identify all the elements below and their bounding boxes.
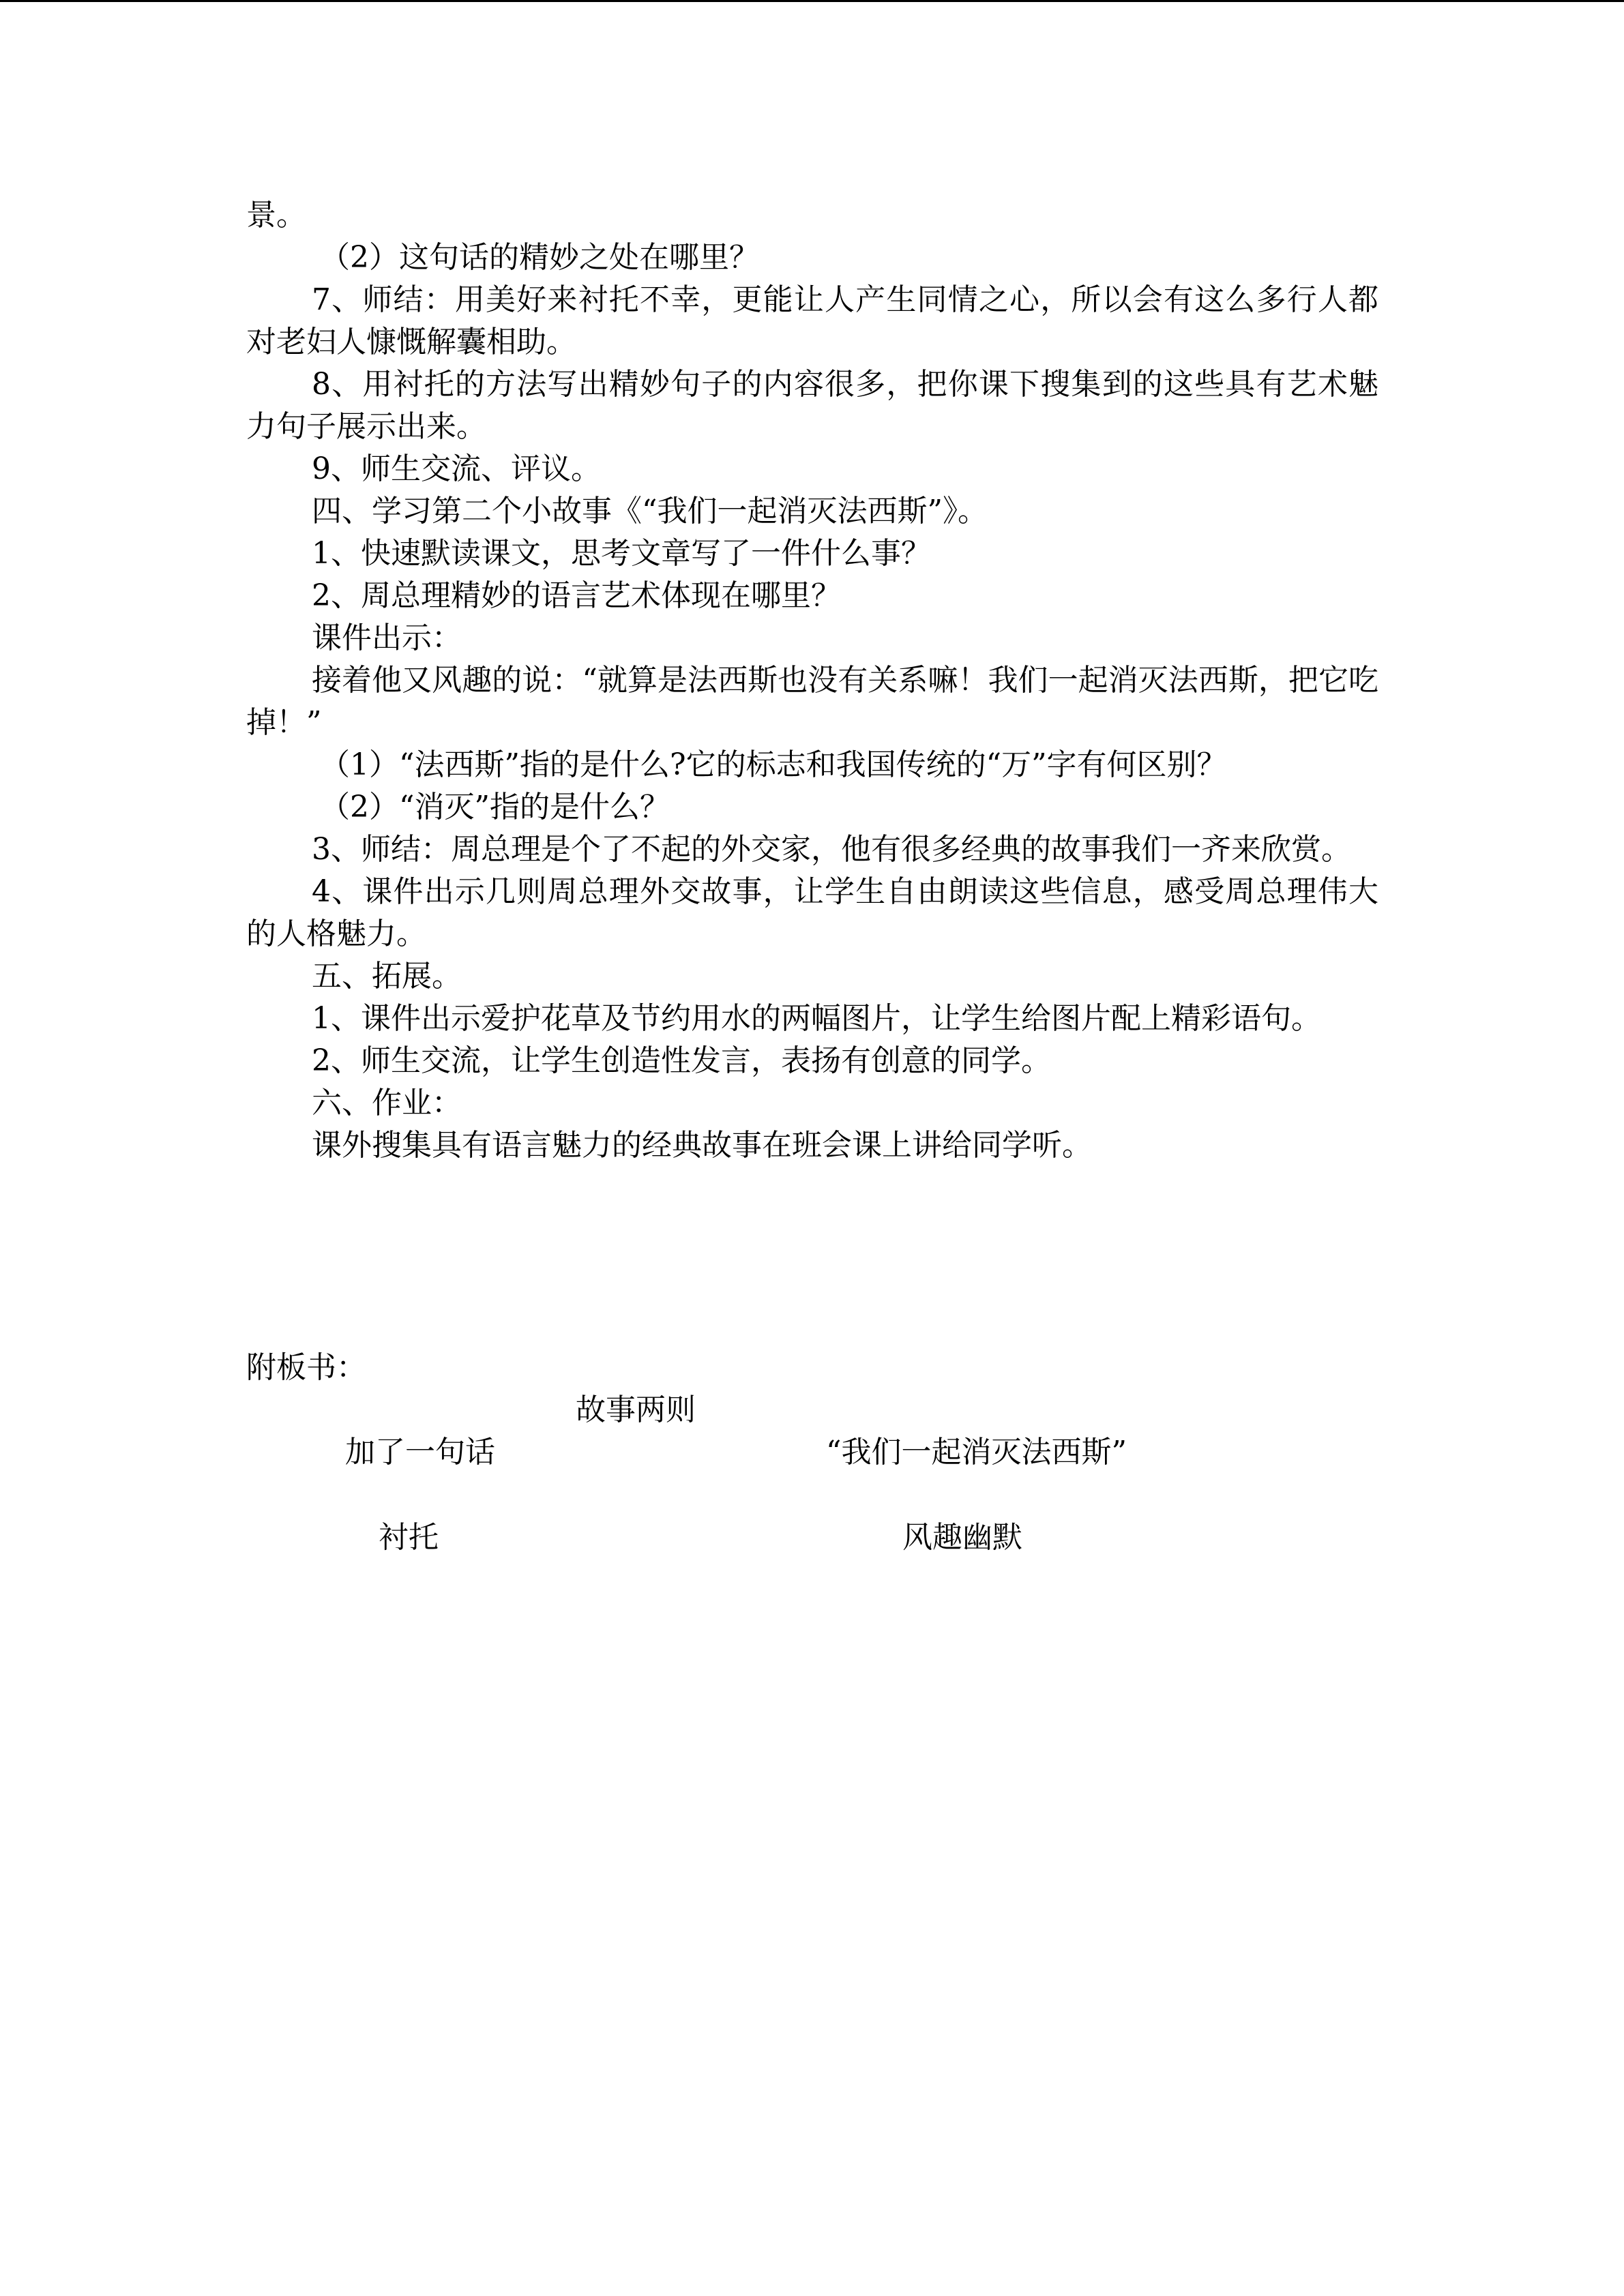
paragraph: 1、课件出示爱护花草及节约用水的两幅图片，让学生给图片配上精彩语句。 (312, 1001, 1321, 1036)
board-left-story: 加了一句话 (345, 1435, 495, 1470)
paragraph: 2、周总理精妙的语言艺术体现在哪里？ (312, 578, 841, 613)
paragraph: （1）“法西斯”指的是什么?它的标志和我国传统的“万”字有何区别？ (320, 747, 1227, 782)
paragraph: 课件出示： (312, 621, 462, 655)
paragraph: （2）“消灭”指的是什么？ (320, 790, 670, 824)
paragraph: 4、课件出示几则周总理外交故事，让学生自由朗读这些信息，感受周总理伟大的人格魅力。 (246, 874, 1378, 951)
paragraph: 课外搜集具有语言魅力的经典故事在班会课上讲给同学听。 (312, 1128, 1092, 1163)
board-right-story: “我们一起消灭法西斯” (826, 1435, 1127, 1470)
page-top-border (0, 0, 1624, 2)
lesson-plan-body (246, 194, 1378, 1167)
paragraph: 2、师生交流，让学生创造性发言，表扬有创意的同学。 (312, 1043, 1051, 1078)
paragraph: 9、师生交流、评议。 (312, 451, 601, 486)
paragraph: 7、师结：用美好来衬托不幸，更能让人产生同情之心，所以会有这么多行人都对老妇人慷慨解囊相助。 (246, 282, 1378, 359)
section-heading: 五、拓展。 (312, 959, 462, 994)
section-heading: 四、学习第二个小故事《“我们一起消灭法西斯”》。 (312, 494, 988, 528)
section-heading: 六、作业： (312, 1086, 462, 1120)
board-right-point: 风趣幽默 (902, 1520, 1022, 1555)
paragraph: 景。 (246, 198, 306, 233)
board-label: 附板书： (246, 1350, 366, 1385)
paragraph: 接着他又风趣的说：“就算是法西斯也没有关系嘛！我们一起消灭法西斯，把它吃掉！” (246, 663, 1378, 740)
paragraph: （2）这句话的精妙之处在哪里？ (320, 240, 759, 275)
paragraph: 1、快速默读课文，思考文章写了一件什么事？ (312, 536, 931, 571)
board-left-point: 衬托 (379, 1520, 439, 1555)
paragraph: 8、用衬托的方法写出精妙句子的内容很多，把你课下搜集到的这些具有艺术魅力句子展示出来。 (246, 367, 1378, 444)
paragraph: 3、师结：周总理是个了不起的外交家，他有很多经典的故事我们一齐来欣赏。 (312, 832, 1351, 867)
board-title: 故事两则 (576, 1392, 696, 1427)
